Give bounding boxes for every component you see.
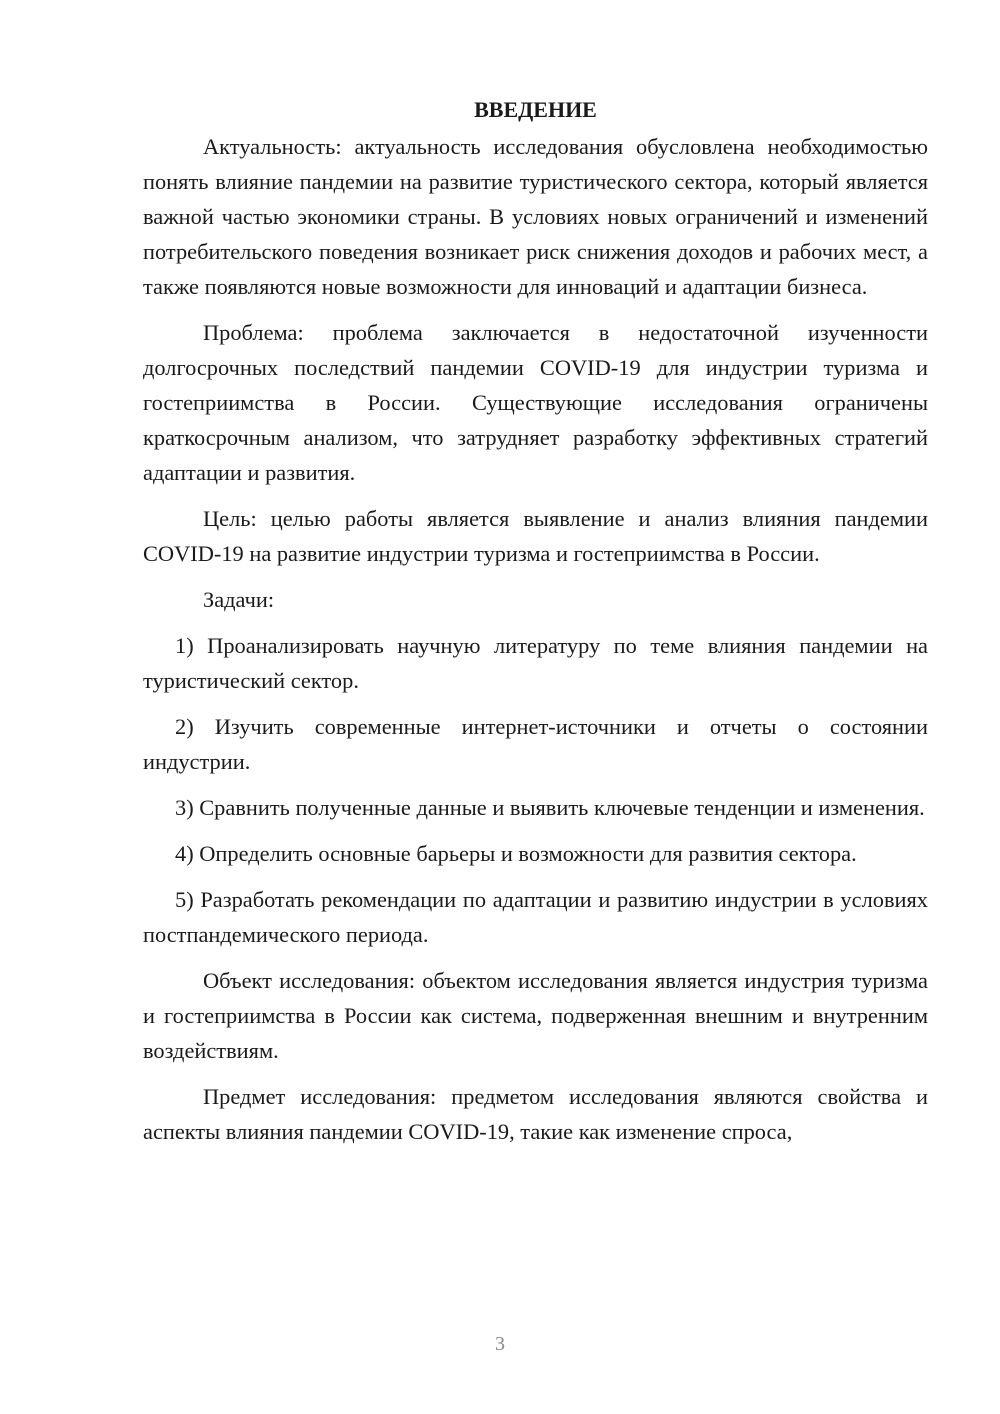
paragraph-subject: Предмет исследования: предметом исследования являются свойства и аспекты влияния пандемии COVID-19, такие как изменение спроса,: [143, 1084, 928, 1144]
task-item-1: 1) Проанализировать научную литературу по теме влияния пандемии на туристический сектор.: [143, 633, 928, 693]
document-page: [143, 92, 928, 1149]
page-number: 3: [495, 1333, 505, 1355]
task-item-4: 4) Определить основные барьеры и возможности для развития сектора.: [175, 841, 857, 866]
task-item-5: 5) Разработать рекомендации по адаптации и развитию индустрии в условиях постпандемического периода.: [143, 887, 928, 947]
paragraph-object: Объект исследования: объектом исследования является индустрия туризма и гостеприимства в России как система, подверженная внешним и внутренним воздействиям.: [143, 968, 928, 1063]
page-title: ВВЕДЕНИЕ: [474, 97, 597, 122]
task-item-3: 3) Сравнить полученные данные и выявить ключевые тенденции и изменения.: [175, 795, 925, 820]
paragraph-goal: Цель: целью работы является выявление и анализ влияния пандемии COVID-19 на развитие индустрии туризма и гостеприимства в России.: [143, 506, 928, 566]
paragraph-problem: Проблема: проблема заключается в недостаточной изученности долгосрочных последствий пандемии COVID-19 для индустрии туризма и гостеприимства в России. Существующие исследования ограничены краткосрочным анализом, что затрудняет разработку эффективных стратегий адаптации и развития.: [143, 320, 928, 485]
task-item-2: 2) Изучить современные интернет-источники и отчеты о состоянии индустрии.: [143, 714, 928, 774]
paragraph-relevance: Актуальность: актуальность исследования обусловлена необходимостью понять влияние пандемии на развитие туристического сектора, который является важной частью экономики страны. В условиях новых ограничений и изменений потребительского поведения возникает риск снижения доходов и рабочих мест, а также появляются новые возможности для инноваций и адаптации бизнеса.: [143, 134, 928, 299]
tasks-label: Задачи:: [203, 587, 275, 612]
